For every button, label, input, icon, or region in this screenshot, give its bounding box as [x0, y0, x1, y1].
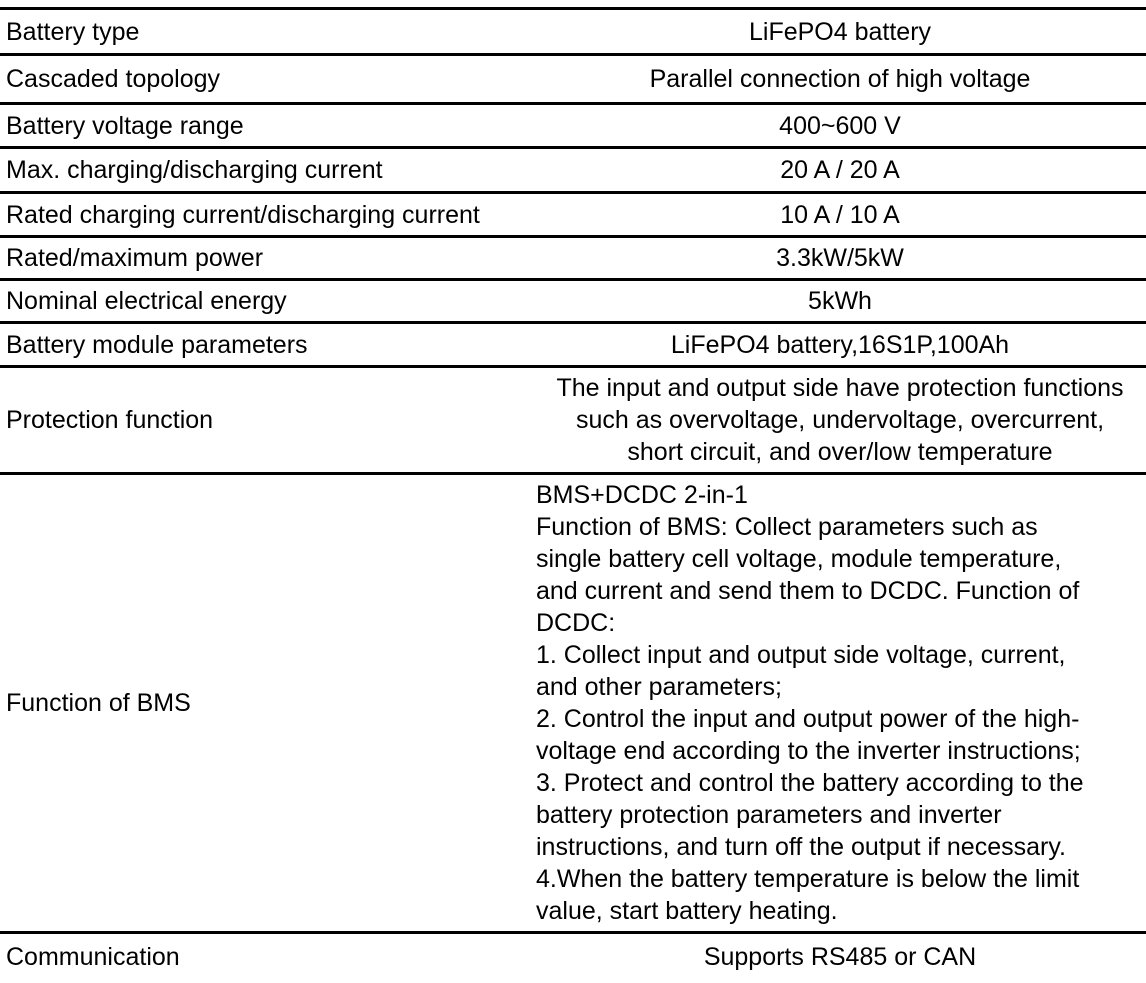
row-value: Parallel connection of high voltage — [649, 65, 1031, 93]
row-label: Protection function — [6, 406, 214, 434]
value-line: voltage end according to the inverter instructions; — [536, 737, 1081, 765]
row-label: Battery type — [6, 17, 140, 46]
row-label: Battery voltage range — [6, 111, 244, 140]
row-label: Max. charging/discharging current — [6, 156, 383, 184]
table-row — [0, 475, 1146, 934]
table-row — [0, 10, 1146, 56]
row-label: Rated charging current/discharging current — [6, 200, 480, 229]
value-line: and other parameters; — [536, 673, 782, 701]
value-lines — [556, 372, 1123, 468]
table-row — [0, 149, 1146, 194]
row-value — [530, 475, 1146, 931]
row-value: 400~600 V — [779, 111, 901, 140]
value-line: short circuit, and over/low temperature — [627, 438, 1053, 466]
value-line: 4.When the battery temperature is below the limit — [536, 865, 1080, 893]
value-line: 1. Collect input and output side voltage, current, — [536, 641, 1066, 669]
row-value: Supports RS485 or CAN — [703, 943, 977, 971]
value-line: DCDC: — [536, 609, 616, 637]
value-line: 3. Protect and control the battery according to the — [536, 769, 1084, 797]
table-row — [0, 105, 1146, 149]
row-value: 10 A / 10 A — [780, 200, 900, 229]
row-value — [530, 368, 1146, 472]
row-label: Function of BMS — [6, 689, 191, 717]
row-label: Communication — [6, 943, 180, 971]
table-row — [0, 324, 1146, 368]
value-line: and current and send them to DCDC. Function of — [536, 577, 1080, 605]
table-row — [0, 194, 1146, 238]
table-row — [0, 934, 1146, 980]
value-line: BMS+DCDC 2-in-1 — [536, 481, 748, 509]
row-label: Rated/maximum power — [6, 244, 264, 272]
row-value: LiFePO4 battery,16S1P,100Ah — [670, 330, 1010, 359]
row-label: Cascaded topology — [6, 65, 221, 93]
value-lines — [536, 479, 1084, 927]
value-line: battery protection parameters and inverter — [536, 801, 1002, 829]
table-row — [0, 56, 1146, 105]
value-line: Function of BMS: Collect parameters such as — [536, 513, 1038, 541]
row-value: 3.3kW/5kW — [776, 244, 904, 272]
value-line: instructions, and turn off the output if necessary. — [536, 833, 1066, 861]
spec-table — [0, 7, 1146, 980]
value-line: single battery cell voltage, module temperature, — [536, 545, 1062, 573]
row-label: Battery module parameters — [6, 330, 308, 359]
value-line: such as overvoltage, undervoltage, overcurrent, — [575, 406, 1105, 434]
value-line: The input and output side have protection functions — [556, 374, 1124, 402]
row-value: LiFePO4 battery — [748, 17, 932, 46]
table-row — [0, 368, 1146, 475]
value-line: value, start battery heating. — [536, 897, 838, 925]
row-value: 20 A / 20 A — [780, 156, 900, 184]
row-value: 5kWh — [808, 287, 872, 315]
table-row — [0, 281, 1146, 324]
value-line: 2. Control the input and output power of the high- — [536, 705, 1080, 733]
row-label: Nominal electrical energy — [6, 287, 287, 315]
table-row — [0, 238, 1146, 281]
